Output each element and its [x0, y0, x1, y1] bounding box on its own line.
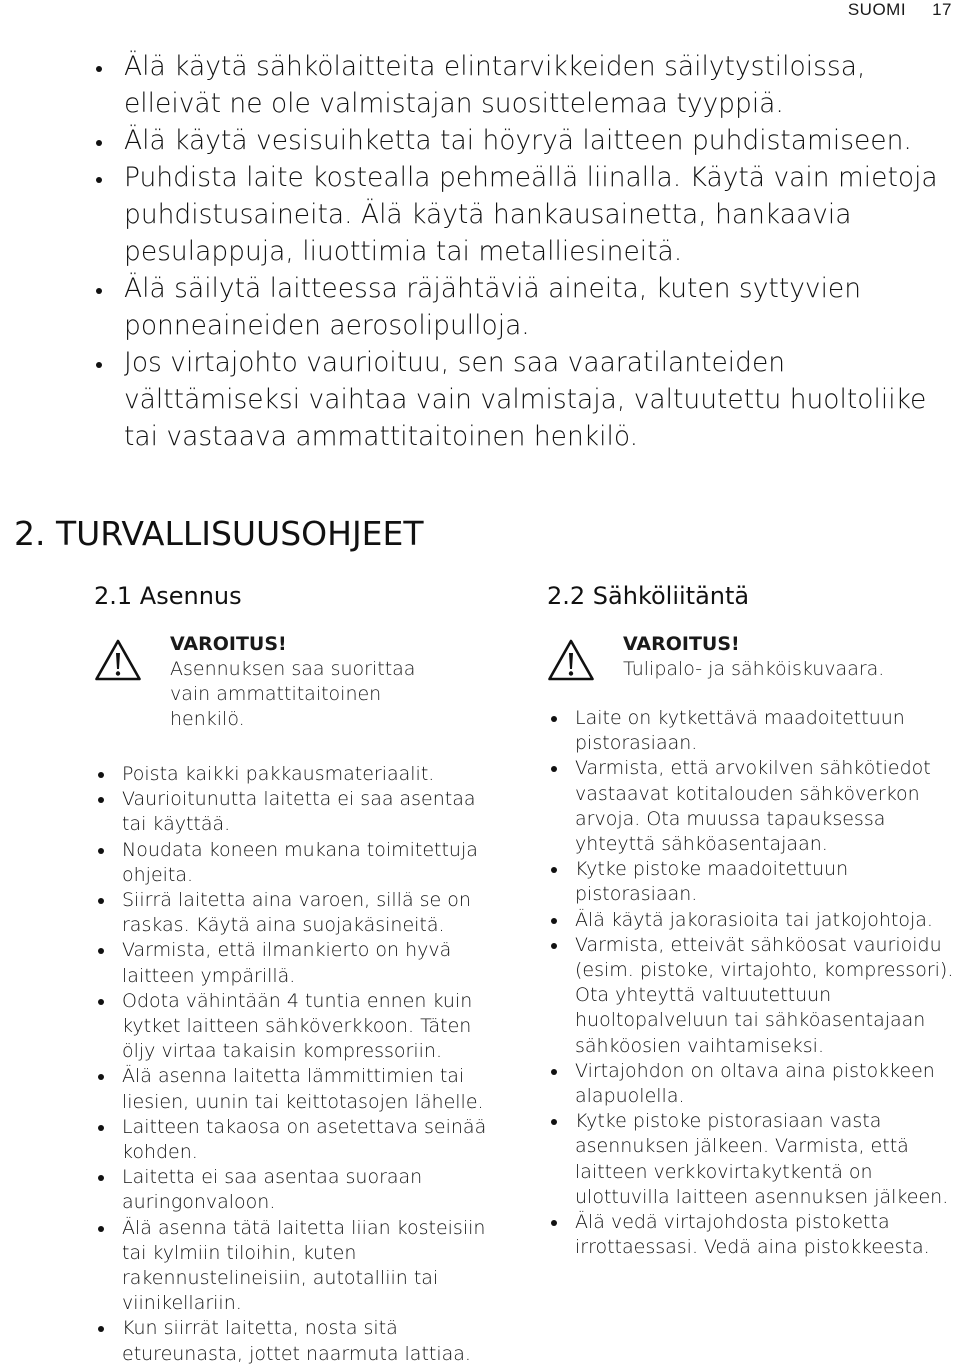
warning-icon	[94, 638, 142, 682]
list-item: Odota vähintään 4 tuntia ennen kuin kytket laitteen sähköverkkoon. Täten öljy virtaa takaisin kompressoriin.	[84, 989, 504, 1065]
list-item: Puhdista laite kostealla pehmeällä liinalla. Käytä vain mietoja puhdistusaineita. Älä käytä hankausainetta, hankaavia pesulappuja, liuottimia tai metalliesineitä.	[84, 159, 946, 270]
list-item: Laitetta ei saa asentaa suoraan auringonvaloon.	[84, 1165, 504, 1215]
list-item: Kytke pistoke maadoitettuun pistorasiaan.	[537, 857, 957, 907]
list-item: Älä asenna tätä laitetta liian kosteisiin tai kylmiin tiloihin, kuten rakennustelineisiin, autotalliin tai viinikellariin.	[84, 1216, 504, 1317]
page-number: 17	[932, 0, 952, 19]
header-language: SUOMI	[847, 0, 907, 19]
installation-warning	[84, 632, 504, 744]
warning-icon	[547, 638, 595, 682]
electrical-column	[537, 576, 957, 1260]
warning-text: Tulipalo- ja sähköiskuvaara.	[623, 658, 885, 680]
electrical-warning	[537, 632, 957, 694]
installation-list	[84, 762, 504, 1367]
warning-title: VAROITUS!	[170, 633, 287, 655]
list-item: Älä säilytä laitteessa räjähtäviä aineita, kuten syttyvien ponneaineiden aerosolipulloja.	[84, 270, 946, 344]
list-item: Laite on kytkettävä maadoitettuun pistorasiaan.	[537, 706, 957, 756]
list-item: Varmista, että ilmankierto on hyvä laitteen ympärillä.	[84, 938, 504, 988]
list-item: Älä käytä sähkölaitteita elintarvikkeiden säilytystiloissa, elleivät ne ole valmistajan suosittelemaa tyyppiä.	[84, 48, 946, 122]
list-item: Varmista, etteivät sähköosat vaurioidu (esim. pistoke, virtajohto, kompressori). Ota yhteyttä valtuutettuun huoltopalveluun tai sähköasentajaan sähköosien vaihtamiseksi.	[537, 933, 957, 1059]
section-title: 2. TURVALLISUUSOHJEET	[14, 514, 424, 553]
list-item: Älä vedä virtajohdosta pistoketta irrottaessasi. Vedä aina pistokkeesta.	[537, 1210, 957, 1260]
warning-text: Asennuksen saa suorittaa vain ammattitaitoinen henkilö.	[170, 658, 416, 730]
installation-column	[84, 576, 504, 1367]
list-item: Jos virtajohto vaurioituu, sen saa vaaratilanteiden välttämiseksi vaihtaa vain valmistaja, valtuutettu huoltoliike tai vastaava ammattitaitoinen henkilö.	[84, 344, 946, 455]
warning-title: VAROITUS!	[623, 633, 740, 655]
list-item: Älä asenna laitetta lämmittimien tai liesien, uunin tai keittotasojen lähelle.	[84, 1064, 504, 1114]
list-item: Kun siirrät laitetta, nosta sitä etureunasta, jottet naarmuta lattiaa.	[84, 1316, 504, 1366]
list-item: Poista kaikki pakkausmateriaalit.	[84, 762, 504, 787]
list-item: Vaurioitunutta laitetta ei saa asentaa tai käyttää.	[84, 787, 504, 837]
list-item: Laitteen takaosa on asetettava seinää kohden.	[84, 1115, 504, 1165]
list-item: Virtajohdon on oltava aina pistokkeen alapuolella.	[537, 1059, 957, 1109]
list-item: Kytke pistoke pistorasiaan vasta asennuksen jälkeen. Varmista, että laitteen verkkovirtakytkentä on ulottuvilla laitteen asennuksen jälkeen.	[537, 1109, 957, 1210]
list-item: Varmista, että arvokilven sähkötiedot vastaavat kotitalouden sähköverkon arvoja. Ota muussa tapauksessa yhteyttä sähköasentajaan.	[537, 756, 957, 857]
electrical-title: 2.2 Sähköliitäntä	[547, 582, 750, 610]
list-item: Noudata koneen mukana toimitettuja ohjeita.	[84, 838, 504, 888]
installation-title: 2.1 Asennus	[94, 582, 242, 610]
page-header	[848, 0, 952, 22]
list-item: Älä käytä vesisuihketta tai höyryä laitteen puhdistamiseen.	[84, 122, 946, 159]
list-item: Siirrä laitetta aina varoen, sillä se on raskas. Käytä aina suojakäsineitä.	[84, 888, 504, 938]
list-item: Älä käytä jakorasioita tai jatkojohtoja.	[537, 908, 957, 933]
electrical-list	[537, 706, 957, 1260]
intro-safety-list	[84, 48, 946, 455]
